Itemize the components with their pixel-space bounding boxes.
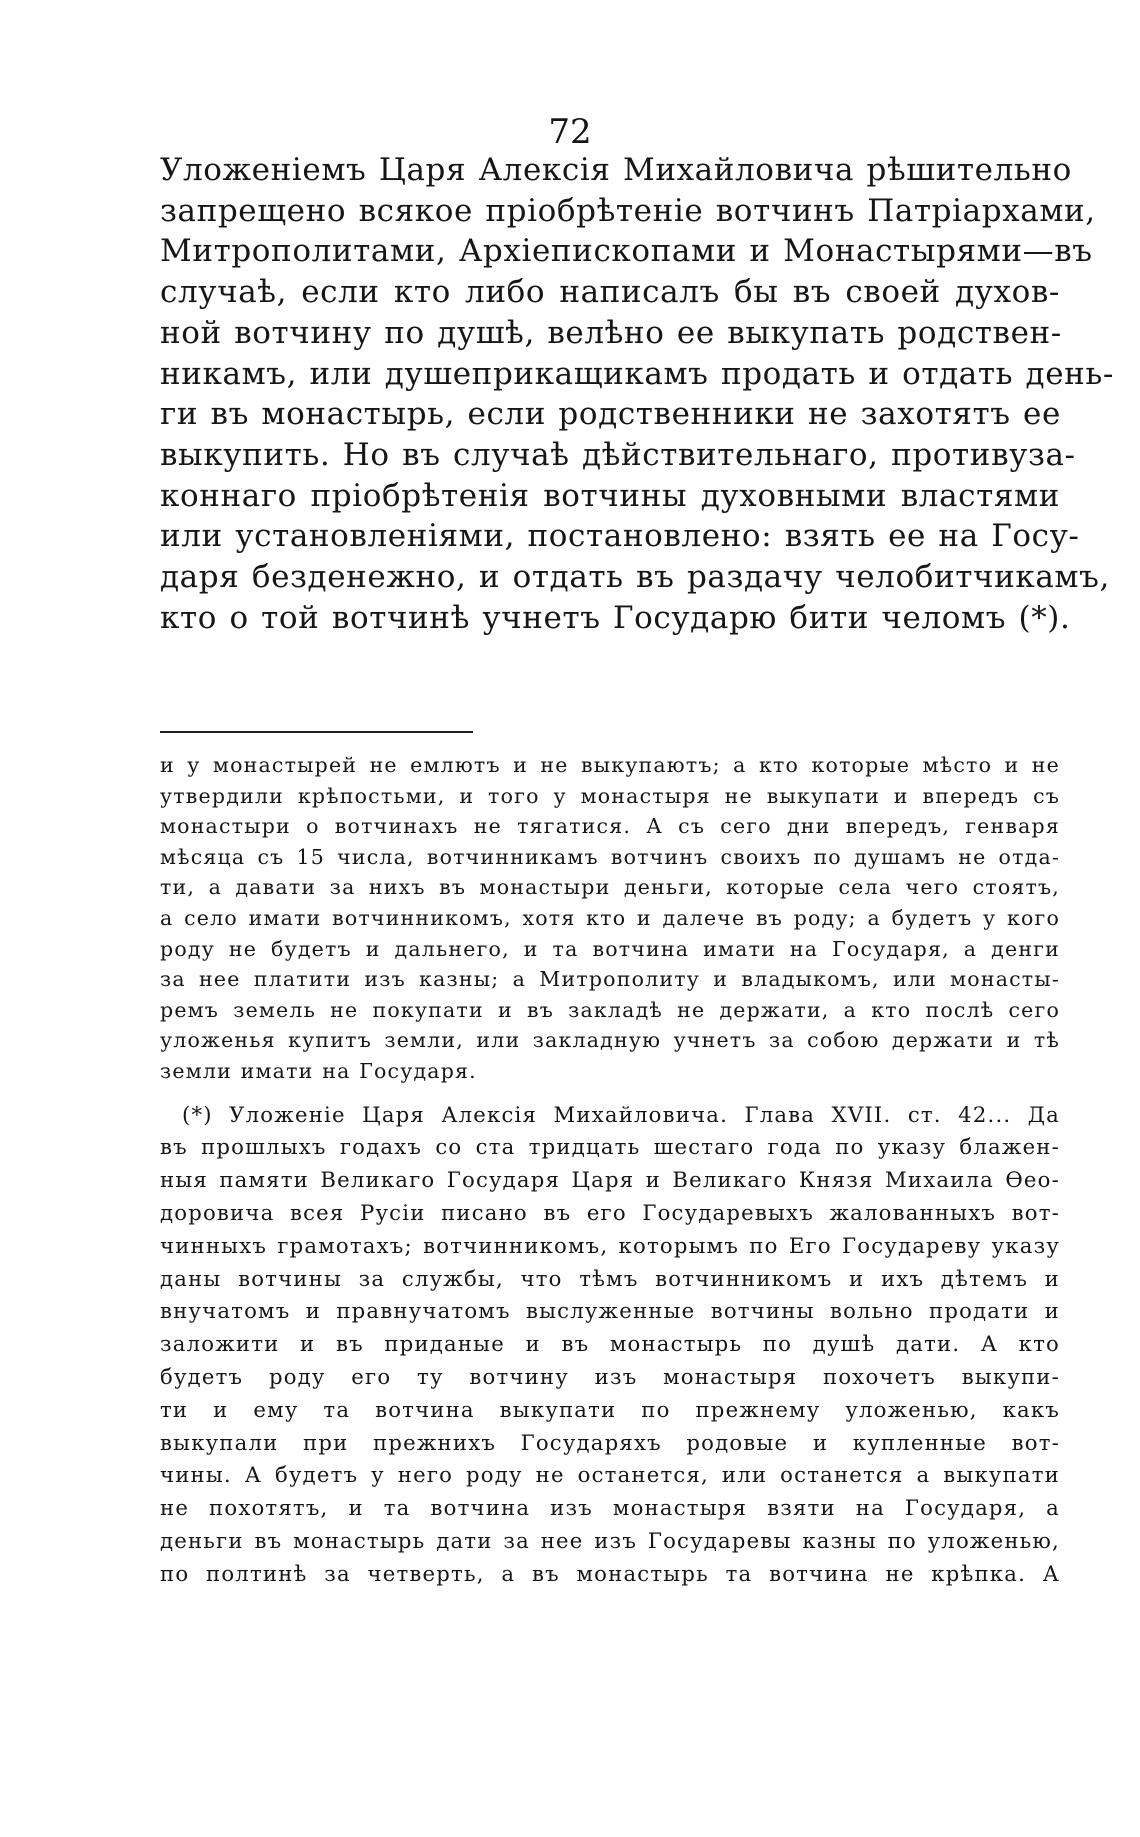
main-text-line: даря безденежно, и отдать въ раздачу челобитчикамъ, [160,559,1110,596]
footnote-line: уложенья купитъ земли, или закладную учнетъ за собою держати и тѣ [160,1028,1060,1053]
footnote-line: а село имати вотчинникомъ, хотя кто и далече въ роду; а будетъ у кого [160,905,1060,930]
footnote-line: ти и ему та вотчина выкупати по прежнему уложенью, какъ [160,1396,1060,1422]
footnote-line: чины. А будетъ у него роду не останется, или останется а выкупати [160,1462,1060,1488]
footnote-line: доровича всея Русіи писано въ его Государевыхъ жалованныхъ вот- [160,1199,1060,1225]
main-text-line: случаѣ, если кто либо написалъ бы въ своей духов- [160,274,1060,311]
main-text-line: выкупить. Но въ случаѣ дѣйствительнаго, противуза- [160,436,1076,473]
footnote-line: за нее платити изъ казны; а Митрополиту и владыкомъ, или монасты- [160,967,1060,992]
footnote-line: въ прошлыхъ годахъ со ста тридцать шестаго года по указу блажен- [160,1134,1060,1160]
footnote-continuation [160,750,1060,1087]
main-text-line: или установленіями, постановлено: взять ее на Госу- [160,518,1080,555]
footnote-line: заложити и въ приданые и въ монастырь по душѣ дати. А кто [160,1331,1060,1357]
main-text-line: коннаго пріобрѣтенія вотчины духовными властями [160,477,1060,514]
main-text-block [160,150,1114,638]
footnote-line: мѣсяца съ 15 числа, вотчинникамъ вотчинъ своихъ по душамъ не отда- [160,844,1060,869]
footnote-line: роду не будетъ и дальнего, и та вотчина имати на Государя, а денги [160,936,1060,961]
footnote-line: утвердили крѣпостьми, и того у монастыря не выкупати и впередъ съ [160,783,1060,808]
main-text-line: никамъ, или душеприкащикамъ продать и отдать день- [160,355,1114,392]
footnote-line: будетъ роду его ту вотчину изъ монастыря похочетъ выкупи- [160,1363,1060,1389]
footnote-line: (*) Уложеніе Царя Алексія Михайловича. Глава XVII. ст. 42... Да [182,1101,1060,1127]
footnote-line: чинныхъ грамотахъ; вотчинникомъ, которымъ по Его Государеву указу [160,1232,1060,1258]
main-text-line: кто о той вотчинѣ учнетъ Государю бити челомъ (*). [160,599,1071,636]
footnote-line: ти, а давати за нихъ въ монастыри деньги, которые села чего стоятъ, [160,875,1060,900]
footnote-line: монастыри о вотчинахъ не тягатися. А съ сего дни впередъ, генваря [160,814,1060,839]
footnotes-block [160,750,1060,1590]
footnote-line: внучатомъ и правнучатомъ выслуженные вотчины вольно продати и [160,1298,1060,1324]
footnote-line: и у монастырей не емлютъ и не выкупаютъ; а кто которые мѣсто и не [160,753,1060,777]
footnote-line: ныя памяти Великаго Государя Царя и Великаго Князя Михаила Ѳео- [160,1167,1060,1193]
footnote-divider [160,731,473,733]
main-text-line: ги въ монастырь, если родственники не захотятъ ее [160,396,1061,433]
footnote-line: не похотятъ, и та вотчина изъ монастыря взяти на Государя, а [160,1495,1060,1521]
main-text-line: Митрополитами, Архіепископами и Монастырями—въ [160,233,1093,270]
footnote-uloshenie [160,1099,1060,1591]
main-text-line: запрещено всякое пріобрѣтеніе вотчинъ Патріархами, [160,192,1096,229]
footnote-line: деньги въ монастырь дати за нее изъ Государевы казны по уложенью, [160,1527,1060,1553]
main-text-line: Уложеніемъ Царя Алексія Михайловича рѣшительно [160,152,1072,188]
footnote-line: земли имати на Государя. [160,1058,477,1083]
footnote-line: ремъ земель не покупати и въ закладѣ не держати, а кто послѣ сего [160,997,1060,1022]
footnote-line: выкупали при прежнихъ Государяхъ родовые и купленные вот- [160,1429,1060,1455]
main-text-line: ной вотчину по душѣ, велѣно ее выкупать родствен- [160,314,1062,351]
footnote-line: по полтинѣ за четверть, а въ монастырь та вотчина не крѣпка. А [160,1560,1060,1586]
footnote-line: даны вотчины за службы, что тѣмъ вотчинникомъ и ихъ дѣтемъ и [160,1265,1060,1291]
page-number: 72 [548,112,592,152]
